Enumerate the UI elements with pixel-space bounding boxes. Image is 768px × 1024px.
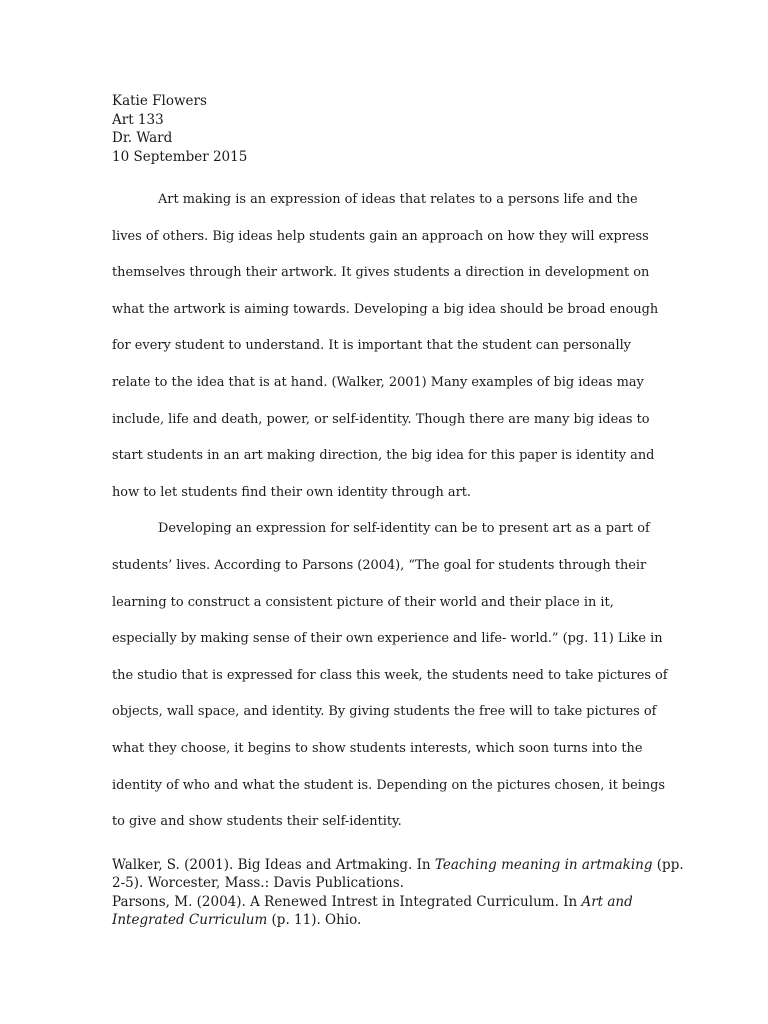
reference-text: (p. 11). Ohio. [267,912,362,929]
text-line: objects, wall space, and identity. By giving students the free will to take pictures of [112,704,657,720]
text-line: start students in an art making direction, the big idea for this paper is identity and [112,448,655,464]
reference-title: Teaching meaning in artmaking [434,857,653,873]
essay-body [112,182,668,841]
text-line: identity of who and what the student is. Depending on the pictures chosen, it beings [112,777,666,793]
reference-line [112,893,642,911]
reference-text: (pp. [652,857,684,873]
text-line: how to let students find their own identity through art. [112,484,472,500]
paragraph-1 [112,182,659,511]
reference-text: Walker, S. (2001). Big Ideas and Artmaking. In [112,857,435,873]
reference-parsons [112,893,642,930]
text-line: relate to the idea that is at hand. (Walker, 2001) Many examples of big ideas may [112,374,644,390]
text-line: what the artwork is aiming towards. Developing a big idea should be broad enough [112,301,659,317]
text-line: themselves through their artwork. It gives students a direction in development on [112,265,650,281]
text-line: lives of others. Big ideas help students gain an approach on how they will express [112,228,649,244]
reference-title: Integrated Curriculum [112,912,268,929]
reference-title: Art and [581,893,633,910]
reference-line [112,856,684,874]
reference-line [112,911,642,929]
heading-block [112,92,247,166]
text-line: Developing an expression for self-identity can be to present art as a part of [158,521,650,537]
references-list [112,856,684,930]
text-line: include, life and death, power, or self-identity. Though there are many big ideas to [112,411,650,427]
paragraph-2 [112,511,668,840]
author-name: Katie Flowers [112,93,207,109]
text-line: students’ lives. According to Parsons (2004), “The goal for students through their [112,557,647,573]
text-line: especially by making sense of their own experience and life- world.” (pg. 11) Like in [112,631,663,647]
document-date: 10 September 2015 [112,148,248,165]
text-line: for every student to understand. It is important that the student can personally [112,338,631,354]
text-line: what they choose, it begins to show students interests, which soon turns into the [112,740,643,756]
text-line: Art making is an expression of ideas that relates to a persons life and the [158,192,638,207]
reference-line: 2-5). Worcester, Mass.: Davis Publications. [112,875,404,892]
reference-walker [112,856,684,893]
text-line: learning to construct a consistent picture of their world and their place in it, [112,594,614,610]
course-name: Art 133 [112,111,164,128]
text-line: the studio that is expressed for class this week, the students need to take pictures of [112,667,668,683]
reference-text: Parsons, M. (2004). A Renewed Intrest in Integrated Curriculum. In [112,893,582,910]
text-line: to give and show students their self-identity. [112,814,402,830]
instructor-name: Dr. Ward [112,130,173,146]
